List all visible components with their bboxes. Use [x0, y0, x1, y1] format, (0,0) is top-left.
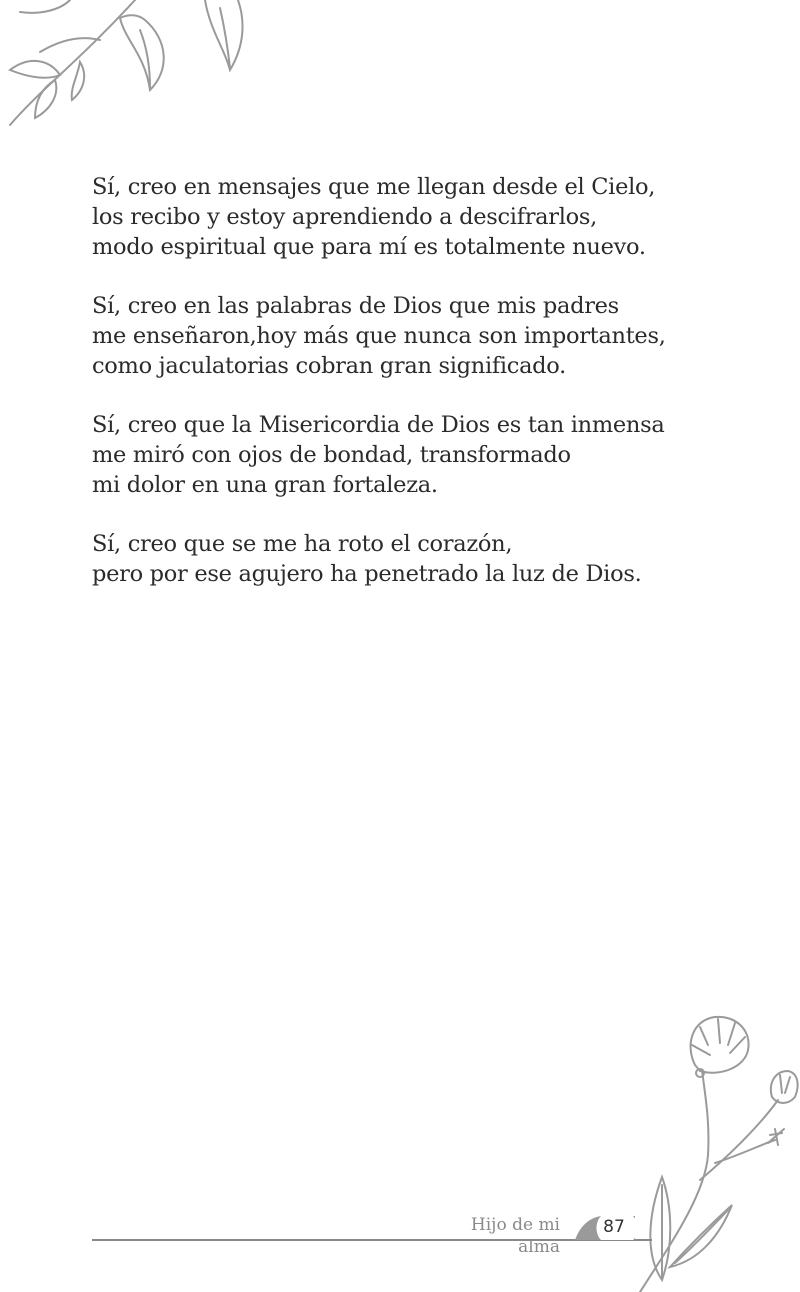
poem-line: me miró con ojos de bondad, transformado: [92, 442, 571, 468]
poem-line: como jaculatorias cobran gran significado.: [92, 353, 566, 379]
stanza: [92, 529, 732, 589]
stanza: [92, 172, 732, 262]
poem-line: mi dolor en una gran fortaleza.: [92, 472, 438, 498]
poem-line: pero por ese agujero ha penetrado la luz de Dios.: [92, 561, 642, 587]
stanza: [92, 410, 732, 500]
stanza: [92, 291, 732, 381]
wildflower-illustration: [600, 1005, 800, 1292]
poem-line: Sí, creo en las palabras de Dios que mis padres: [92, 293, 619, 319]
poem-body: [92, 172, 732, 618]
leaf-branch-illustration: [0, 0, 260, 130]
page-number: 87: [603, 1217, 625, 1237]
poem-line: modo espiritual que para mí es totalmente nuevo.: [92, 234, 646, 260]
poem-line: Sí, creo en mensajes que me llegan desde el Cielo,: [92, 174, 656, 200]
poem-line: me enseñaron,hoy más que nunca son importantes,: [92, 323, 666, 349]
book-title: Hijo de mi alma: [470, 1215, 560, 1257]
poem-line: los recibo y estoy aprendiendo a descifrarlos,: [92, 204, 597, 230]
footer-rule: [92, 1239, 652, 1241]
poem-line: Sí, creo que se me ha roto el corazón,: [92, 531, 513, 557]
poem-line: Sí, creo que la Misericordia de Dios es tan inmensa: [92, 412, 665, 438]
